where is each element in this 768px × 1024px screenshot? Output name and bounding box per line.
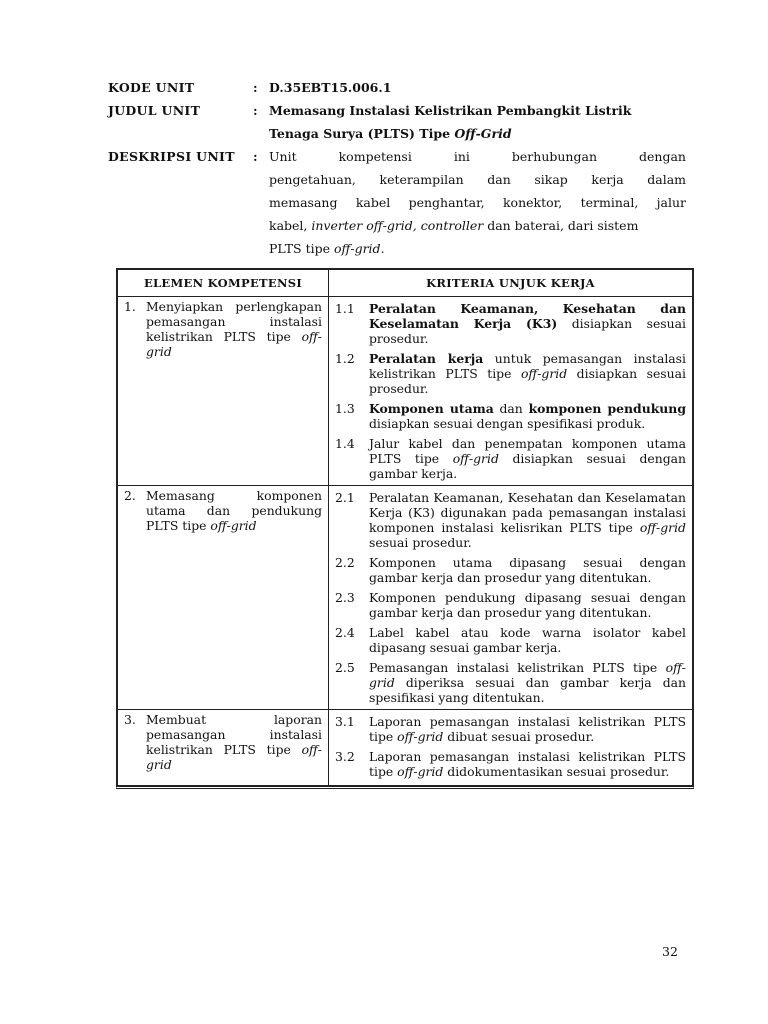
table-row <box>118 297 693 486</box>
desc-line-3: memasang kabel penghantar, konektor, terminal, jalur <box>269 195 686 210</box>
criteria-text: Komponen utama dipasang sesuai dengan gambar kerja dan prosedur yang ditentukan. <box>369 555 686 585</box>
criteria-cell <box>329 710 693 786</box>
desc-line-1: Unit kompetensi ini berhubungan dengan <box>269 149 686 164</box>
deskripsi-unit-value <box>269 145 686 260</box>
desc-line-4: kabel, inverter off-grid, controller dan baterai, dari sistem <box>269 218 639 233</box>
criteria-item <box>335 714 686 744</box>
criteria-number: 2.5 <box>335 660 355 675</box>
criteria-number: 1.1 <box>335 301 355 316</box>
judul-unit-row <box>108 99 686 145</box>
criteria-text: Peralatan Keamanan, Kesehatan dan Keselamatan Kerja (K3) disiapkan sesuai prosedur. <box>369 301 686 346</box>
element-text: Menyiapkan perlengkapan pemasangan instalasi kelistrikan PLTS tipe off-grid <box>146 299 322 359</box>
criteria-text: Label kabel atau kode warna isolator kabel dipasang sesuai gambar kerja. <box>369 625 686 655</box>
criteria-item <box>335 401 686 431</box>
criteria-text: Komponen pendukung dipasang sesuai dengan gambar kerja dan prosedur yang ditentukan. <box>369 590 686 620</box>
criteria-number: 1.3 <box>335 401 355 416</box>
desc-line-5: PLTS tipe off-grid. <box>269 241 385 256</box>
element-text: Memasang komponen utama dan pendukung PLTS tipe off-grid <box>146 488 322 533</box>
unit-header <box>108 76 686 260</box>
table-row <box>118 710 693 786</box>
page-number: 32 <box>662 944 678 959</box>
colon: : <box>253 103 258 118</box>
judul-line-2: Tenaga Surya (PLTS) Tipe <box>269 126 455 141</box>
kode-unit-row <box>108 76 686 99</box>
criteria-number: 1.4 <box>335 436 355 451</box>
criteria-item <box>335 436 686 481</box>
element-number: 1. <box>124 299 136 314</box>
criteria-cell <box>329 297 693 486</box>
elemen-kompetensi-header: ELEMEN KOMPETENSI <box>118 270 329 297</box>
element-number: 2. <box>124 488 136 503</box>
judul-line-1: Memasang Instalasi Kelistrikan Pembangkit Listrik <box>269 103 632 118</box>
criteria-item <box>335 490 686 550</box>
judul-line-2-italic: Off-Grid <box>454 126 512 141</box>
criteria-cell <box>329 486 693 710</box>
criteria-number: 1.2 <box>335 351 355 366</box>
element-text: Membuat laporan pemasangan instalasi kelistrikan PLTS tipe off-grid <box>146 712 322 772</box>
judul-unit-value <box>269 99 686 145</box>
deskripsi-unit-label: DESKRIPSI UNIT <box>108 149 235 164</box>
kode-unit-label: KODE UNIT <box>108 80 195 95</box>
competency-table <box>116 268 694 789</box>
criteria-text: Peralatan kerja untuk pemasangan instalasi kelistrikan PLTS tipe off-grid disiapkan sesuai prosedur. <box>369 351 686 396</box>
criteria-item <box>335 301 686 346</box>
element-cell <box>118 486 329 710</box>
criteria-item <box>335 590 686 620</box>
criteria-text: Laporan pemasangan instalasi kelistrikan PLTS tipe off-grid didokumentasikan sesuai prosedur. <box>369 749 686 779</box>
element-cell <box>118 297 329 486</box>
desc-line-2: pengetahuan, keterampilan dan sikap kerja dalam <box>269 172 686 187</box>
criteria-item <box>335 625 686 655</box>
criteria-item <box>335 749 686 779</box>
deskripsi-unit-row <box>108 145 686 260</box>
kriteria-unjuk-kerja-header: KRITERIA UNJUK KERJA <box>329 270 693 297</box>
criteria-text: Pemasangan instalasi kelistrikan PLTS tipe off-grid diperiksa sesuai dan gambar kerja dan spesifikasi yang ditentukan. <box>369 660 686 705</box>
colon: : <box>253 80 258 95</box>
element-cell <box>118 710 329 786</box>
kode-unit-value: D.35EBT15.006.1 <box>269 80 392 95</box>
criteria-number: 3.1 <box>335 714 355 729</box>
criteria-number: 3.2 <box>335 749 355 764</box>
criteria-item <box>335 351 686 396</box>
criteria-text: Jalur kabel dan penempatan komponen utama PLTS tipe off-grid disiapkan sesuai dengan gambar kerja. <box>369 436 687 481</box>
judul-unit-label: JUDUL UNIT <box>108 103 201 118</box>
table-header-row <box>118 270 693 297</box>
criteria-item <box>335 660 686 705</box>
colon: : <box>253 149 258 164</box>
criteria-text: Komponen utama dan komponen pendukung disiapkan sesuai dengan spesifikasi produk. <box>369 401 686 431</box>
criteria-text: Peralatan Keamanan, Kesehatan dan Keselamatan Kerja (K3) digunakan pada pemasangan instalasi komponen instalasi kelisrikan PLTS tipe off-grid sesuai prosedur. <box>369 490 686 550</box>
criteria-text: Laporan pemasangan instalasi kelistrikan PLTS tipe off-grid dibuat sesuai prosedur. <box>369 714 686 744</box>
criteria-number: 2.4 <box>335 625 355 640</box>
table-row <box>118 486 693 710</box>
criteria-number: 2.3 <box>335 590 355 605</box>
element-number: 3. <box>124 712 136 727</box>
criteria-number: 2.2 <box>335 555 355 570</box>
criteria-item <box>335 555 686 585</box>
criteria-number: 2.1 <box>335 490 355 505</box>
